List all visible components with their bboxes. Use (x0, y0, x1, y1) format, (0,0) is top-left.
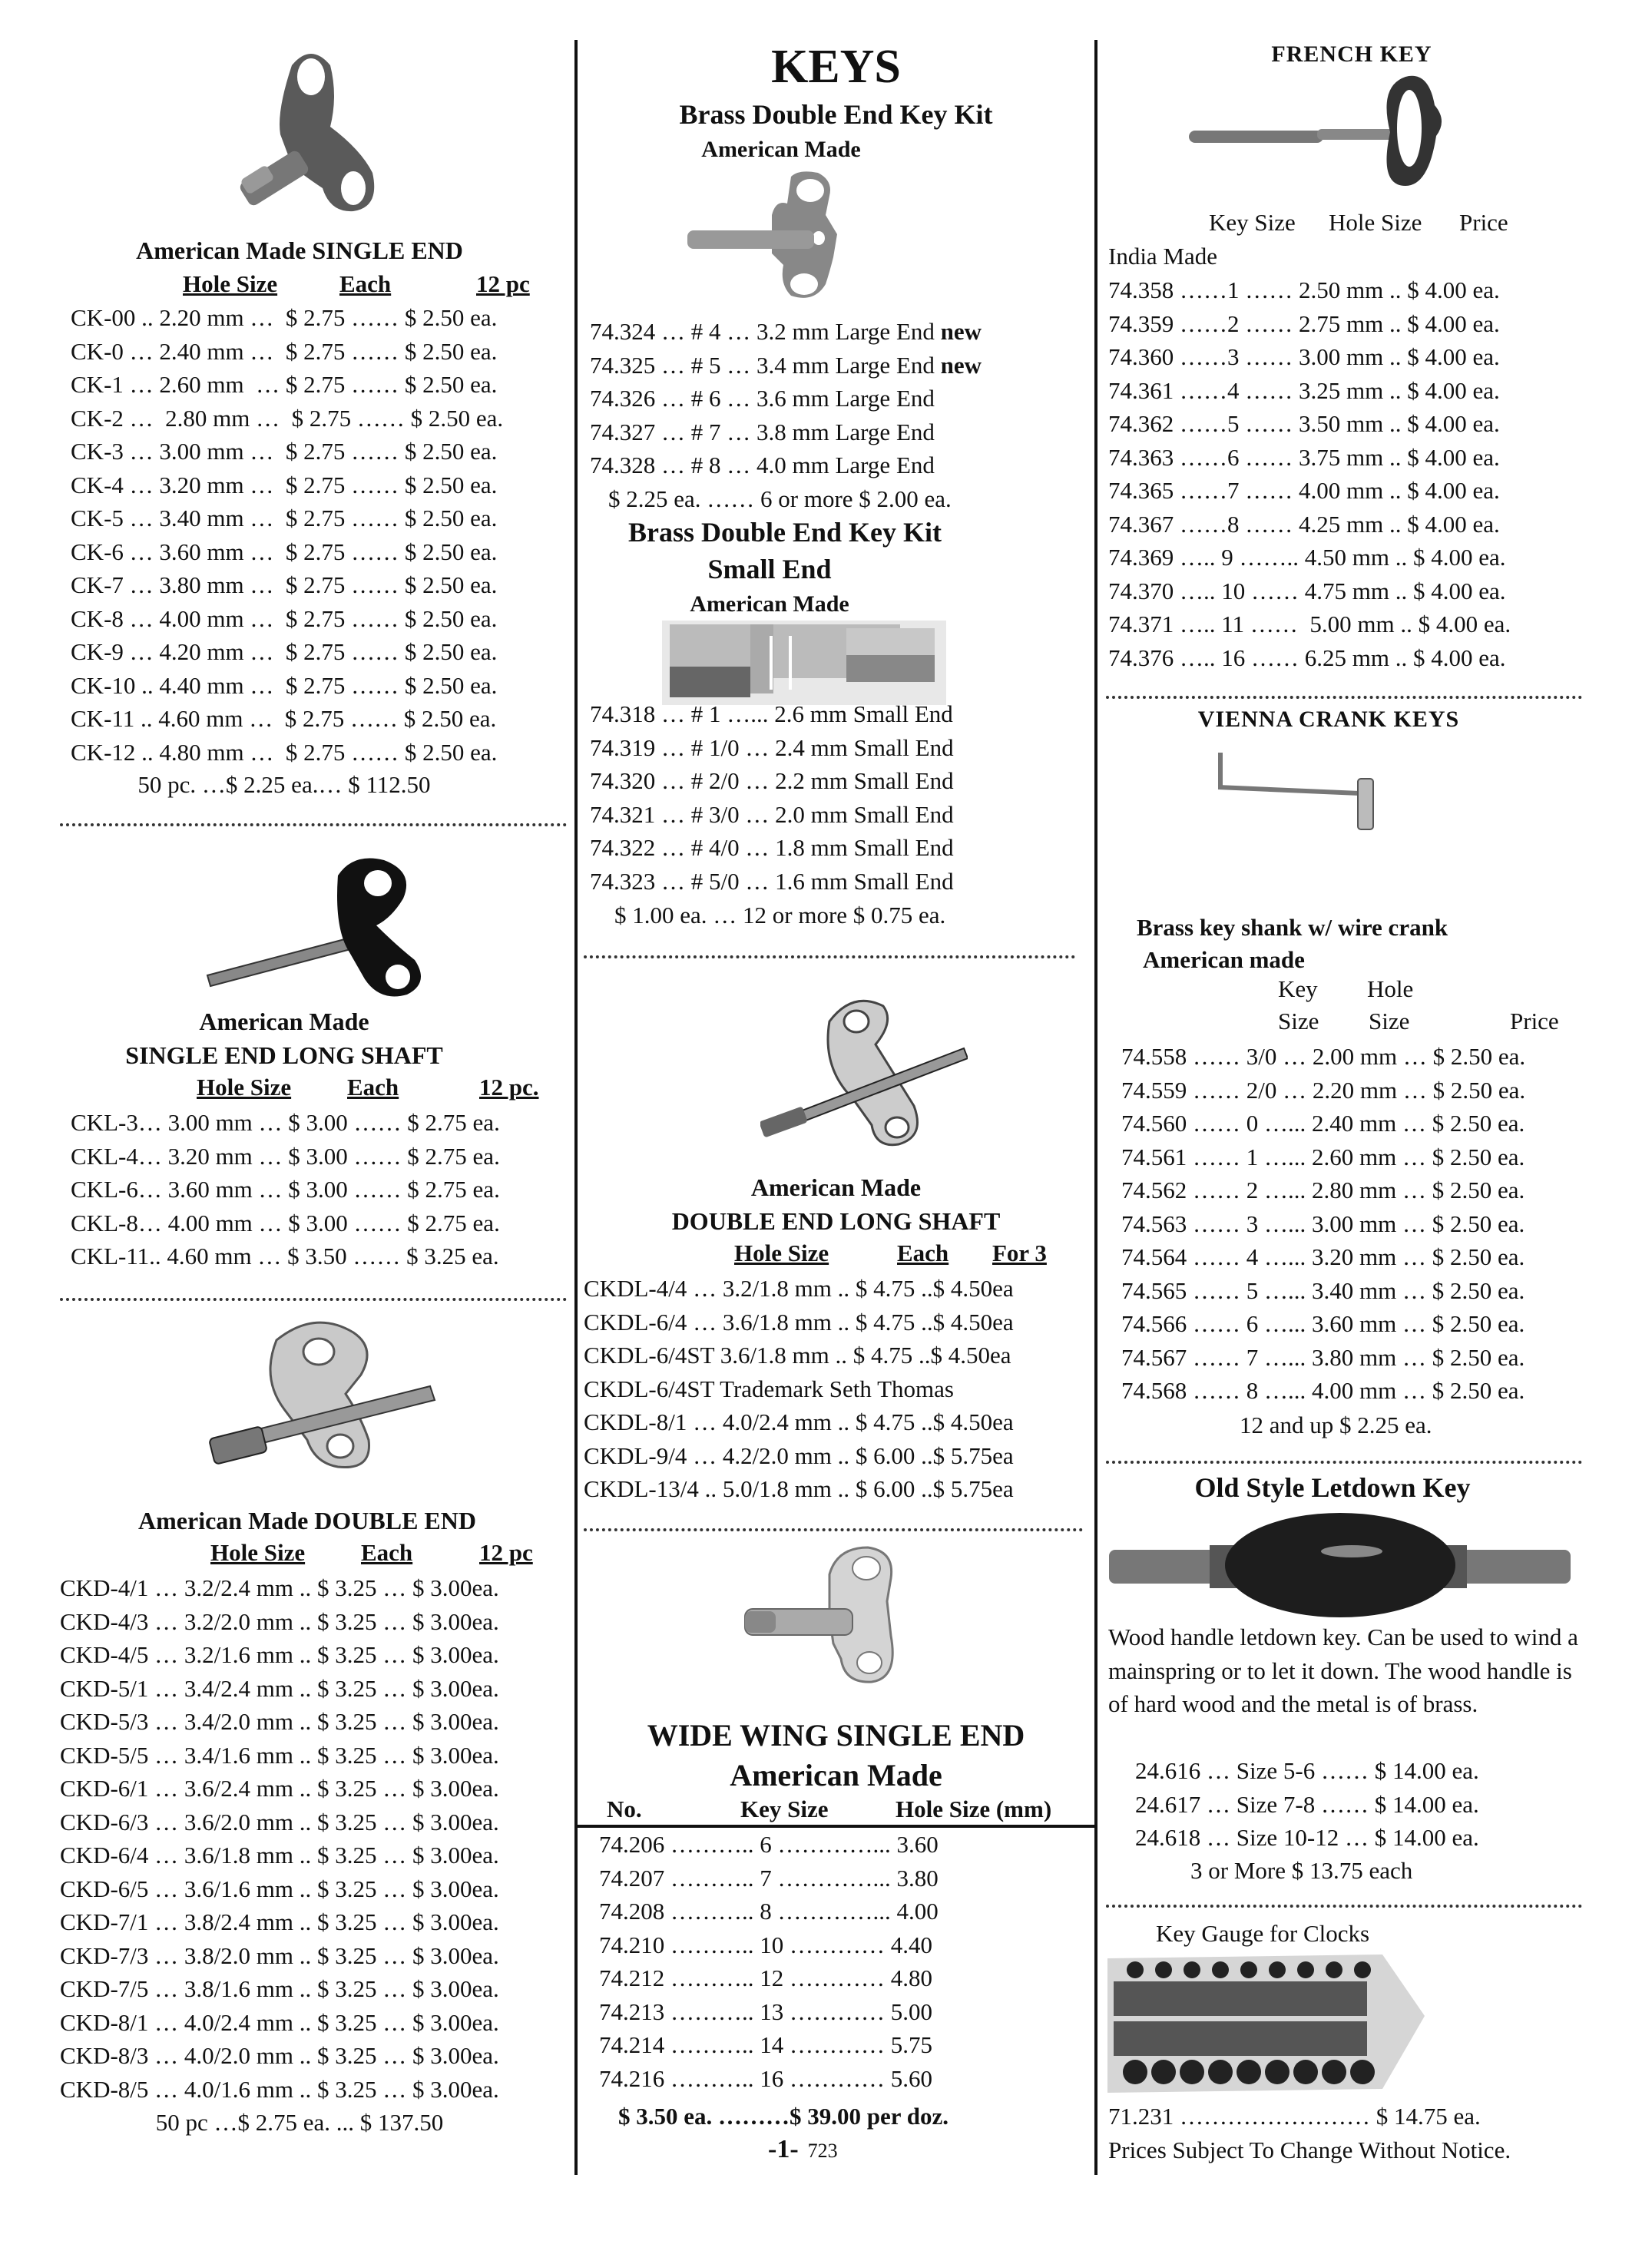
table-row: 24.618 … Size 10-12 … $ 14.00 ea. (1135, 1824, 1479, 1851)
page-number-label: -1- (768, 2135, 799, 2163)
table-row: CKD-6/5 … 3.6/1.6 mm .. $ 3.25 … $ 3.00ea. (60, 1875, 499, 1902)
double-long-subtitle: DOUBLE END LONG SHAFT (671, 1207, 1001, 1235)
section-divider (584, 955, 1075, 958)
table-row: CKD-5/1 … 3.4/2.4 mm .. $ 3.25 … $ 3.00ea. (60, 1674, 499, 1702)
table-row: 24.616 … Size 5-6 …… $ 14.00 ea. (1135, 1757, 1479, 1784)
table-row: 74.370 ….. 10 …… 4.75 mm .. $ 4.00 ea. (1108, 577, 1506, 604)
table-row: CKDL-6/4ST 3.6/1.8 mm .. $ 4.75 ..$ 4.50ea (584, 1342, 1011, 1369)
table-row: CKD-7/5 … 3.8/1.6 mm .. $ 3.25 … $ 3.00ea. (60, 1975, 499, 2002)
table-row (590, 415, 982, 449)
table-row: CK-2 … 2.80 mm … $ 2.75 …… $ 2.50 ea. (71, 404, 504, 432)
wide-wing-key-icon (737, 1544, 937, 1690)
vienna-footer: 12 and up $ 2.25 ea. (1240, 1412, 1432, 1438)
table-row: 74.564 …… 4 …... 3.20 mm … $ 2.50 ea. (1121, 1243, 1525, 1270)
large-kit-subtitle: American Made (701, 137, 861, 162)
column-divider-left (574, 40, 578, 2175)
table-row: CKDL-9/4 … 4.2/2.0 mm .. $ 6.00 ..$ 5.75ea (584, 1441, 1014, 1469)
header-for-3: For 3 (992, 1240, 1047, 1266)
table-row (590, 382, 982, 415)
table-row: 74.318 … # 1 …... 2.6 mm Small End (590, 700, 953, 727)
header-each: Each (897, 1240, 949, 1266)
single-end-title: American Made SINGLE END (136, 237, 463, 264)
row-text: 74.328 … # 8 … 4.0 mm Large End (590, 452, 935, 478)
wide-wing-table (599, 1828, 939, 2095)
table-row: CKD-6/1 … 3.6/2.4 mm .. $ 3.25 … $ 3.00ea. (60, 1775, 499, 1802)
vienna-title: VIENNA CRANK KEYS (1197, 707, 1460, 732)
table-row: CKL-4… 3.20 mm … $ 3.00 …… $ 2.75 ea. (71, 1142, 500, 1170)
vienna-subtitle2: American made (1143, 946, 1305, 973)
gauge-price-row: 71.231 …………………… $ 14.75 ea. (1108, 2103, 1481, 2130)
table-row: CKD-8/1 … 4.0/2.4 mm .. $ 3.25 … $ 3.00ea. (60, 2008, 499, 2036)
table-row: 74.559 …… 2/0 … 2.20 mm … $ 2.50 ea. (1121, 1076, 1526, 1104)
new-badge: new (940, 351, 982, 379)
double-end-headers (0, 1539, 568, 1568)
vienna-table (1121, 1040, 1525, 1408)
section-divider (60, 823, 567, 826)
french-key-headers (1098, 209, 1636, 238)
long-shaft-headers (0, 1074, 568, 1103)
small-kit-title2: Small End (707, 554, 832, 584)
table-row: CK-6 … 3.60 mm … $ 2.75 …… $ 2.50 ea. (71, 538, 498, 565)
double-long-table (584, 1272, 1014, 1506)
section-divider (1106, 1905, 1582, 1908)
row-text: 74.324 … # 4 … 3.2 mm Large End (590, 318, 941, 345)
table-row: CK-00 .. 2.20 mm … $ 2.75 …… $ 2.50 ea. (71, 304, 498, 331)
header-each: Each (347, 1074, 399, 1101)
table-row: 74.320 … # 2/0 … 2.2 mm Small End (590, 767, 954, 794)
table-row: 74.361 ……4 …… 3.25 mm .. $ 4.00 ea. (1108, 376, 1500, 404)
double-end-footer: 50 pc …$ 2.75 ea. ... $ 137.50 (155, 2109, 444, 2136)
long-shaft-table (71, 1106, 500, 1273)
table-row: 74.365 ……7 …… 4.00 mm .. $ 4.00 ea. (1108, 477, 1500, 504)
table-row: CKD-5/5 … 3.4/1.6 mm .. $ 3.25 … $ 3.00ea. (60, 1741, 499, 1769)
letdown-key-icon (1106, 1505, 1574, 1620)
letdown-table (1135, 1754, 1479, 1855)
header-hole-size: Hole Size (183, 270, 278, 297)
table-row: 74.562 …… 2 …... 2.80 mm … $ 2.50 ea. (1121, 1177, 1525, 1203)
table-row: 74.210 ……….. 10 ………… 4.40 (599, 1931, 932, 1958)
table-row: 74.367 ……8 …… 4.25 mm .. $ 4.00 ea. (1108, 510, 1500, 538)
table-row: CK-4 … 3.20 mm … $ 2.75 …… $ 2.50 ea. (71, 471, 498, 498)
table-row: 74.558 …… 3/0 … 2.00 mm … $ 2.50 ea. (1121, 1043, 1526, 1070)
double-end-title: American Made DOUBLE END (138, 1507, 476, 1534)
page-code: 723 (807, 2140, 838, 2162)
header-key-size: Key Size (1209, 209, 1296, 236)
table-row: CKD-8/3 … 4.0/2.0 mm .. $ 3.25 … $ 3.00ea. (60, 2042, 499, 2069)
table-row: 74.566 …… 6 …... 3.60 mm … $ 2.50 ea. (1121, 1310, 1525, 1337)
table-row: CK-10 .. 4.40 mm … $ 2.75 …… $ 2.50 ea. (71, 671, 498, 699)
table-row: CKD-5/3 … 3.4/2.0 mm .. $ 3.25 … $ 3.00ea. (60, 1708, 499, 1735)
table-row: 74.206 ……….. 6 …………... 3.60 (599, 1831, 939, 1858)
table-row: 74.319 … # 1/0 … 2.4 mm Small End (590, 733, 954, 761)
large-kit-title: Brass Double End Key Kit (679, 99, 993, 130)
table-row: CK-12 .. 4.80 mm … $ 2.75 …… $ 2.50 ea. (71, 738, 498, 766)
long-shaft-key-icon (200, 852, 445, 1006)
single-end-table (71, 301, 503, 769)
table-row: CKD-7/3 … 3.8/2.0 mm .. $ 3.25 … $ 3.00ea. (60, 1941, 499, 1969)
header-hole-size: Hole Size (1329, 209, 1422, 236)
header-12pc: 12 pc (479, 1539, 533, 1566)
table-row: CKL-3… 3.00 mm … $ 3.00 …… $ 2.75 ea. (71, 1109, 500, 1136)
table-row: 74.567 …… 7 …... 3.80 mm … $ 2.50 ea. (1121, 1343, 1525, 1371)
header-hole-size: Hole Size (197, 1074, 292, 1101)
row-text: 74.325 … # 5 … 3.4 mm Large End (590, 351, 941, 379)
table-row: 74.363 ……6 …… 3.75 mm .. $ 4.00 ea. (1108, 443, 1500, 471)
table-row (590, 448, 982, 482)
double-end-kit-key-icon (684, 169, 891, 303)
row-text: 74.326 … # 6 … 3.6 mm Large End (590, 385, 935, 412)
gauge-title: Key Gauge for Clocks (1156, 1920, 1370, 1947)
french-key-title: FRENCH KEY (1271, 41, 1432, 67)
table-row: CK-9 … 4.20 mm … $ 2.75 …… $ 2.50 ea. (71, 638, 498, 665)
long-shaft-subtitle: SINGLE END LONG SHAFT (125, 1041, 443, 1069)
french-key-origin: India Made (1108, 243, 1218, 270)
section-divider (60, 1298, 567, 1301)
table-row: 74.563 …… 3 …... 3.00 mm … $ 2.50 ea. (1121, 1210, 1525, 1237)
table-row: CKL-11.. 4.60 mm … $ 3.50 …… $ 3.25 ea. (71, 1243, 499, 1269)
table-row: CK-5 … 3.40 mm … $ 2.75 …… $ 2.50 ea. (71, 505, 498, 531)
table-row: 74.214 ……….. 14 ………… 5.75 (599, 2031, 932, 2058)
wide-wing-footer: $ 3.50 ea. ………$ 39.00 per doz. (618, 2103, 948, 2130)
long-shaft-title: American Made (199, 1008, 369, 1035)
header-hole: Hole (1367, 975, 1414, 1002)
page-number (768, 2135, 838, 2164)
table-row: CK-0 … 2.40 mm … $ 2.75 …… $ 2.50 ea. (71, 337, 498, 365)
table-row: CKD-8/5 … 4.0/1.6 mm .. $ 3.25 … $ 3.00ea. (60, 2075, 499, 2103)
page-title: KEYS (771, 41, 901, 93)
wide-wing-headers (578, 1796, 1094, 1828)
table-row: CK-11 .. 4.60 mm … $ 2.75 …… $ 2.50 ea. (71, 705, 497, 732)
header-hole-size: Hole Size (mm) (896, 1796, 1052, 1822)
table-row: 74.323 … # 5/0 … 1.6 mm Small End (590, 867, 954, 895)
header-hole-size: Hole Size (210, 1539, 306, 1566)
table-row: CK-1 … 2.60 mm … $ 2.75 …… $ 2.50 ea. (71, 371, 498, 398)
table-row (590, 349, 982, 382)
header-key-size: Size (1278, 1008, 1319, 1034)
table-row: 74.565 …… 5 …... 3.40 mm … $ 2.50 ea. (1121, 1276, 1525, 1304)
header-price: Price (1459, 209, 1508, 236)
header-hole-size: Size (1369, 1008, 1410, 1034)
table-row: 74.212 ……….. 12 ………… 4.80 (599, 1964, 932, 1991)
header-key: Key (1278, 975, 1318, 1002)
table-row: CKD-4/5 … 3.2/1.6 mm .. $ 3.25 … $ 3.00ea. (60, 1641, 499, 1668)
letdown-description: Wood handle letdown key. Can be used to wind a mainspring or to let it down. The wood handle is of hard wood and the metal is of brass. (1108, 1624, 1578, 1717)
vienna-headers-bottom (1098, 1008, 1636, 1037)
section-divider (584, 1528, 1083, 1531)
header-each: Each (361, 1539, 413, 1566)
table-row: CKL-6… 3.60 mm … $ 3.00 …… $ 2.75 ea. (71, 1176, 500, 1203)
table-row: 24.617 … Size 7-8 …… $ 14.00 ea. (1135, 1790, 1479, 1818)
wide-wing-subtitle: American Made (730, 1758, 942, 1792)
letdown-title: Old Style Letdown Key (1194, 1472, 1471, 1503)
table-row: 74.376 ….. 16 …… 6.25 mm .. $ 4.00 ea. (1108, 644, 1506, 671)
table-row: CKD-6/3 … 3.6/2.0 mm .. $ 3.25 … $ 3.00ea. (60, 1808, 499, 1835)
section-divider (1106, 696, 1582, 699)
large-kit-footer: $ 2.25 ea. …… 6 or more $ 2.00 ea. (608, 485, 952, 512)
row-text: 74.327 … # 7 … 3.8 mm Large End (590, 418, 935, 445)
table-row: CKDL-8/1 … 4.0/2.4 mm .. $ 4.75 ..$ 4.50ea (584, 1408, 1014, 1435)
table-row: CK-8 … 4.00 mm … $ 2.75 …… $ 2.50 ea. (71, 604, 498, 632)
table-row: 74.568 …… 8 …... 4.00 mm … $ 2.50 ea. (1121, 1377, 1525, 1404)
small-kit-table (590, 697, 954, 898)
header-hole-size: Hole Size (734, 1240, 829, 1266)
vienna-headers-top (1098, 975, 1636, 1005)
table-row: CKD-7/1 … 3.8/2.4 mm .. $ 3.25 … $ 3.00ea. (60, 1908, 499, 1935)
small-kit-title: Brass Double End Key Kit (627, 517, 942, 548)
table-row: CKDL-4/4 … 3.2/1.8 mm .. $ 4.75 ..$ 4.50ea (584, 1275, 1014, 1302)
table-row: CKD-6/4 … 3.6/1.8 mm .. $ 3.25 … $ 3.00ea. (60, 1842, 499, 1868)
header-price: Price (1510, 1008, 1559, 1034)
small-kit-subtitle: American Made (690, 591, 849, 617)
table-row: CKDL-13/4 .. 5.0/1.8 mm .. $ 6.00 ..$ 5.75ea (584, 1475, 1014, 1502)
table-row: CK-3 … 3.00 mm … $ 2.75 …… $ 2.50 ea. (71, 438, 498, 465)
double-end-key-icon (200, 1309, 445, 1478)
table-row: 74.358 ……1 …… 2.50 mm .. $ 4.00 ea. (1108, 276, 1500, 303)
single-end-footer: 50 pc. …$ 2.25 ea.… $ 112.50 (137, 771, 431, 798)
table-row: 74.369 ….. 9 …….. 4.50 mm .. $ 4.00 ea. (1108, 544, 1506, 571)
table-row: CKD-4/3 … 3.2/2.0 mm .. $ 3.25 … $ 3.00ea. (60, 1607, 499, 1635)
header-no: No. (607, 1796, 642, 1822)
column-divider-right (1094, 40, 1097, 2175)
price-notice: Prices Subject To Change Without Notice. (1108, 2137, 1511, 2163)
table-row: CKDL-6/4ST Trademark Seth Thomas (584, 1375, 954, 1402)
table-row (590, 315, 982, 349)
header-12pc: 12 pc. (479, 1074, 539, 1101)
french-key-icon (1183, 71, 1444, 224)
double-long-headers (578, 1240, 1094, 1269)
table-row: 74.208 ……….. 8 …………... 4.00 (599, 1898, 939, 1925)
vienna-subtitle1: Brass key shank w/ wire crank (1137, 914, 1448, 941)
table-row: 74.360 ……3 …… 3.00 mm .. $ 4.00 ea. (1108, 343, 1500, 370)
table-row: CKD-4/1 … 3.2/2.4 mm .. $ 3.25 … $ 3.00ea. (60, 1574, 499, 1601)
small-kit-footer: $ 1.00 ea. … 12 or more $ 0.75 ea. (614, 902, 946, 928)
single-end-key-icon (207, 42, 438, 227)
table-row: CK-7 … 3.80 mm … $ 2.75 …… $ 2.50 ea. (71, 571, 498, 598)
header-12pc: 12 pc (476, 270, 530, 297)
table-row: 74.362 ……5 …… 3.50 mm .. $ 4.00 ea. (1108, 410, 1500, 437)
french-key-table (1108, 273, 1511, 674)
table-row: 74.561 …… 1 …... 2.60 mm … $ 2.50 ea. (1121, 1143, 1525, 1170)
small-end-key-icon (662, 621, 946, 705)
table-row: 74.560 …… 0 …... 2.40 mm … $ 2.50 ea. (1121, 1110, 1525, 1137)
large-kit-table (590, 315, 982, 482)
double-long-title: American Made (750, 1173, 922, 1201)
new-badge: new (940, 318, 982, 345)
table-row: 74.216 ……….. 16 ………… 5.60 (599, 2064, 932, 2092)
table-row: 74.322 … # 4/0 … 1.8 mm Small End (590, 834, 954, 861)
table-row: 74.359 ……2 …… 2.75 mm .. $ 4.00 ea. (1108, 309, 1500, 337)
key-gauge-icon (1106, 1951, 1429, 2097)
header-key-size: Key Size (740, 1796, 829, 1822)
table-row: 74.207 ……….. 7 …………... 3.80 (599, 1864, 939, 1892)
table-row: 74.371 ….. 11 …… 5.00 mm .. $ 4.00 ea. (1108, 611, 1511, 637)
table-row: CKDL-6/4 … 3.6/1.8 mm .. $ 4.75 ..$ 4.50ea (584, 1308, 1014, 1336)
wide-wing-title: WIDE WING SINGLE END (647, 1718, 1025, 1753)
vienna-crank-key-icon (1213, 745, 1398, 837)
letdown-footer: 3 or More $ 13.75 each (1190, 1857, 1413, 1884)
single-end-headers (0, 270, 568, 300)
double-long-shaft-key-icon (760, 991, 968, 1160)
table-row: 74.321 … # 3/0 … 2.0 mm Small End (590, 800, 954, 828)
double-end-table (60, 1571, 499, 2106)
table-row: 74.213 ……….. 13 ………… 5.00 (599, 1998, 932, 2025)
table-row: CKL-8… 4.00 mm … $ 3.00 …… $ 2.75 ea. (71, 1209, 500, 1236)
header-each: Each (339, 270, 392, 297)
section-divider (1106, 1461, 1582, 1464)
